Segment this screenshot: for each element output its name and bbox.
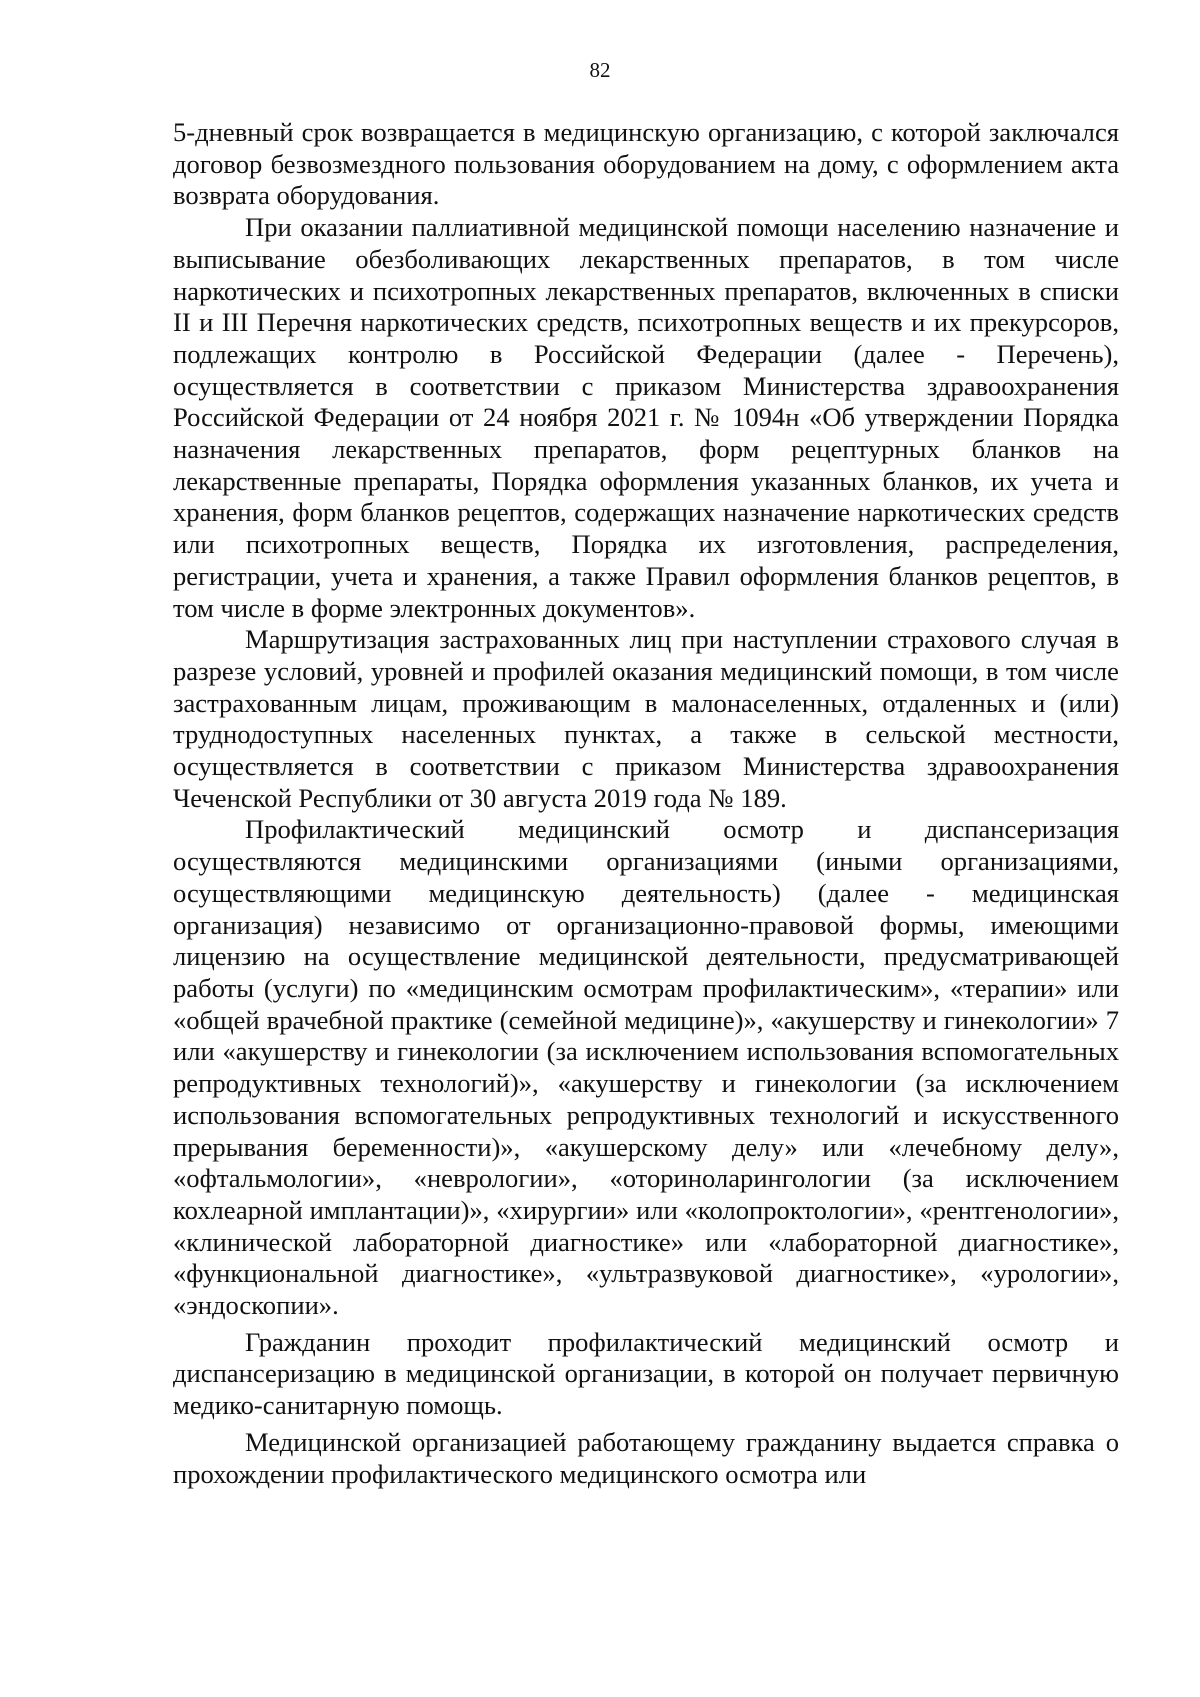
paragraph-routing: Маршрутизация застрахованных лиц при наступлении страхового случая в разрезе условий, уровней и профилей оказания медицинский помощи, в том числе застрахованным лицам, проживающим в малонаселенных, отдаленных и (или) труднодоступных населенных пунктах, а также в сельской местности, осуществляется в соответствии с приказом Министерства здравоохранения Чеченской Республики от 30 августа 2019 года № 189. — [173, 624, 1119, 813]
paragraph-equipment-return: 5-дневный срок возвращается в медицинскую организацию, с которой заключался договор безвозмездного пользования оборудованием на дому, с оформлением акта возврата оборудования. — [173, 117, 1119, 211]
paragraph-palliative-care: При оказании паллиативной медицинской помощи населению назначение и выписывание обезболивающих лекарственных препаратов, в том числе наркотических и психотропных лекарственных препаратов, включенных в списки II и III Перечня наркотических средств, психотропных веществ и их прекурсоров, подлежащих контролю в Российской Федерации (далее - Перечень), осуществляется в соответствии с приказом Министерства здравоохранения Российской Федерации от 24 ноября 2021 г. № 1094н «Об утверждении Порядка назначения лекарственных препаратов, форм рецептурных бланков на лекарственные препараты, Порядка оформления указанных бланков, их учета и хранения, форм бланков рецептов, содержащих назначение наркотических средств или психотропных веществ, Порядка их изготовления, распределения, регистрации, учета и хранения, а также Правил оформления бланков рецептов, в том числе в форме электронных документов». — [173, 212, 1119, 623]
document-body — [173, 117, 1119, 1490]
paragraph-citizen-examination: Гражданин проходит профилактический медицинский осмотр и диспансеризацию в медицинской организации, в которой он получает первичную медико-санитарную помощь. — [173, 1326, 1119, 1421]
paragraph-preventive-examination: Профилактический медицинский осмотр и диспансеризация осуществляются медицинскими организациями (иными организациями, осуществляющими медицинскую деятельность) (далее - медицинская организация) независимо от организационно-правовой формы, имеющими лицензию на осуществление медицинской деятельности, предусматривающей работы (услуги) по «медицинским осмотрам профилактическим», «терапии» или «общей врачебной практике (семейной медицине)», «акушерству и гинекологии» 7 или «акушерству и гинекологии (за исключением использования вспомогательных репродуктивных технологий)», «акушерству и гинекологии (за исключением использования вспомогательных репродуктивных технологий и искусственного прерывания беременности)», «акушерскому делу» или «лечебному делу», «офтальмологии», «неврологии», «оториноларингологии (за исключением кохлеарной имплантации)», «хирургии» или «колопроктологии», «рентгенологии», «клинической лабораторной диагностике» или «лабораторной диагностике», «функциональной диагностике», «ультразвуковой диагностике», «урологии», «эндоскопии». — [173, 814, 1119, 1321]
paragraph-certificate: Медицинской организацией работающему гражданину выдается справка о прохождении профилактического медицинского осмотра или — [173, 1426, 1119, 1489]
page-number: 82 — [589, 58, 611, 82]
